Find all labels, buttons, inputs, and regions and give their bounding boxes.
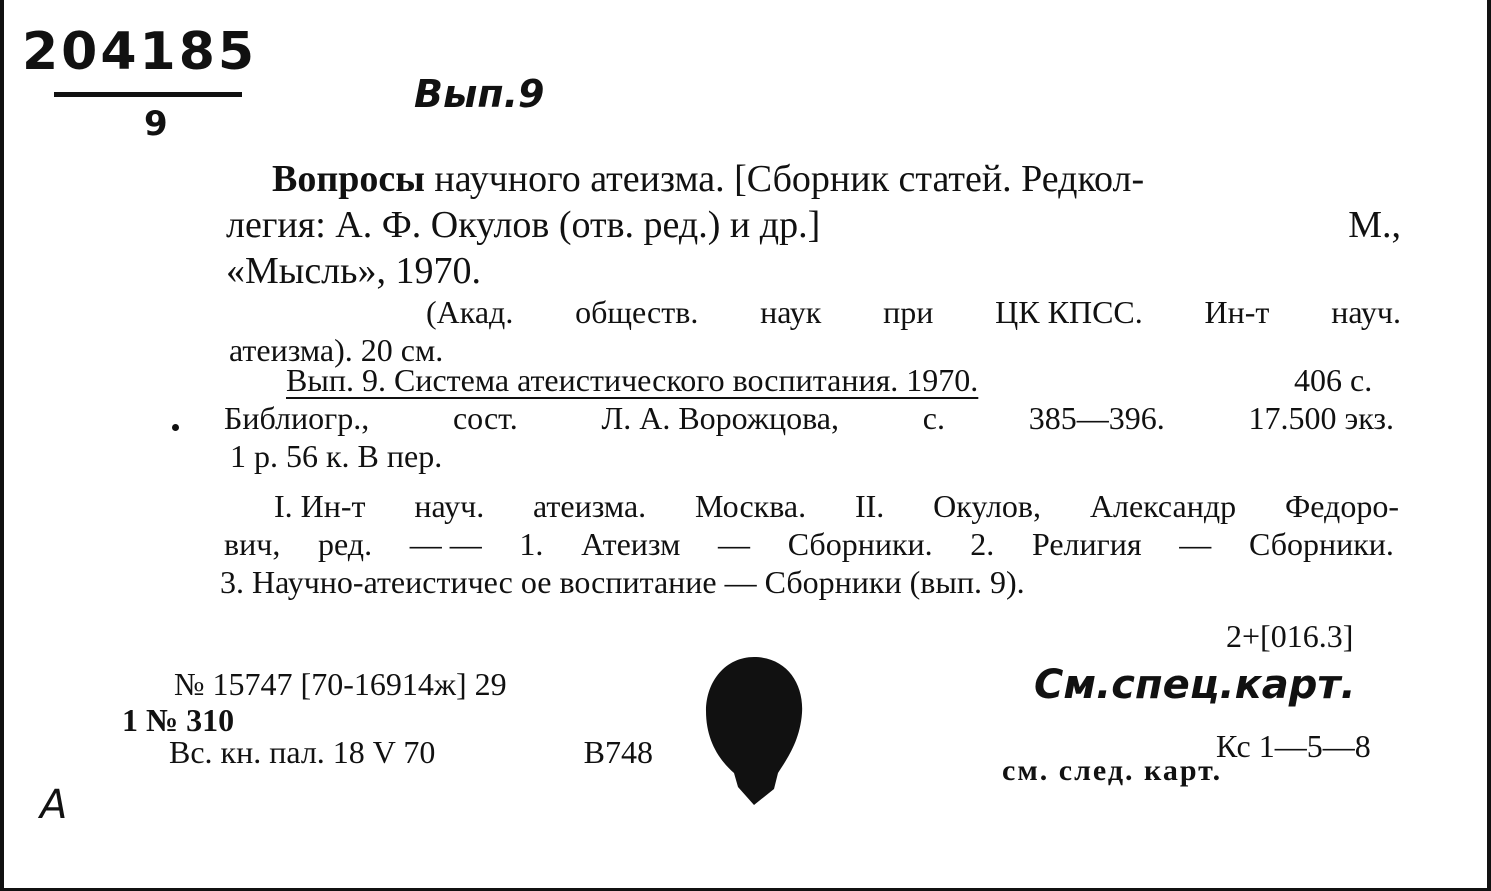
tracing-word: I. Ин-т [274,488,366,524]
bibliography-line [224,402,1394,434]
accession-number: 204185 [22,22,258,82]
bibliography-word: 385—396. [1028,400,1165,436]
order-number: 1 № 310 [122,702,235,738]
punch-hole-blot [704,655,804,807]
catalog-number: № 15747 [70-16914ж] 29 [174,666,507,702]
price-line: 1 р. 56 к. В пер. [230,438,443,474]
special-card-note: См.спец.карт. [1034,662,1356,708]
tracing-word: Федоро- [1284,488,1399,524]
classification-code: 2+[016.3] [1226,618,1354,654]
imprint-code: B748 [583,734,653,770]
tracing-word: II. [854,488,885,524]
tracing-word: науч. [414,488,485,524]
series-word: науч. [1331,294,1401,330]
series-note-line-2: атеизма). 20 см. [229,332,444,368]
place-of-publication: М., [1348,204,1401,246]
volume-title [286,364,978,396]
title-line [272,160,1144,198]
volume-title-text: Вып. 9. Система атеистического воспитания. 1970. [286,362,979,398]
tracing-word: Атеизм [581,526,681,562]
tracing-word: — [1179,526,1212,562]
publisher-line: «Мысль», 1970. [226,250,481,292]
series-word: наук [760,294,822,330]
imprint-text: Вс. кн. пал. 18 V 70 [169,734,436,770]
see-next-card: см. след. карт. [1002,754,1223,787]
accession-underline [54,92,242,97]
series-note-line-1 [426,296,1401,328]
tracings-line-2 [224,528,1394,560]
title-rest: научного атеизма. [Сборник статей. Редкол- [434,158,1145,200]
series-word: Ин-т [1204,294,1270,330]
tracing-word: вич, [224,526,281,562]
tracing-word: Александр [1089,488,1237,524]
tracing-word: ред. [318,526,373,562]
bibliography-word: с. [922,400,945,436]
corner-handwritten-mark: A [40,782,68,828]
series-word: обществ. [575,294,699,330]
series-word: при [883,294,934,330]
editors-text: легия: А. Ф. Окулов (отв. ред.) и др.] [226,204,821,246]
tracing-word: — — [409,526,482,562]
location-code: Кс 1—5—8 [1216,728,1371,764]
accession-sub-number: 9 [144,104,168,144]
bibliography-word: Л. А. Ворожцова, [601,400,839,436]
title-lead: Вопросы [272,158,425,200]
tracing-word: Окулов, [933,488,1042,524]
tracing-word: Религия [1031,526,1142,562]
bibliography-word: Библиогр., [224,400,370,436]
bibliography-word: 17.500 экз. [1248,400,1394,436]
margin-dot [172,424,179,431]
series-word: (Акад. [426,294,514,330]
volume-handwritten-mark: Вып.9 [414,72,545,116]
bibliography-word: сост. [452,400,518,436]
series-word: ЦК КПСС. [995,294,1143,330]
tracing-word: Сборники. [1248,526,1394,562]
tracing-word: 2. [970,526,995,562]
book-chamber-imprint [169,736,653,768]
tracings-line-1 [274,490,1399,522]
tracing-word: Москва. [695,488,807,524]
volume-pages: 406 с. [1294,362,1373,398]
tracing-word: 1. [519,526,544,562]
tracing-word: Сборники. [787,526,933,562]
editors-line [226,206,1401,244]
tracings-line-3: 3. Научно-атеистичес ое воспитание — Сборники (вып. 9). [220,564,1025,600]
tracing-word: — [718,526,751,562]
tracing-word: атеизма. [533,488,647,524]
